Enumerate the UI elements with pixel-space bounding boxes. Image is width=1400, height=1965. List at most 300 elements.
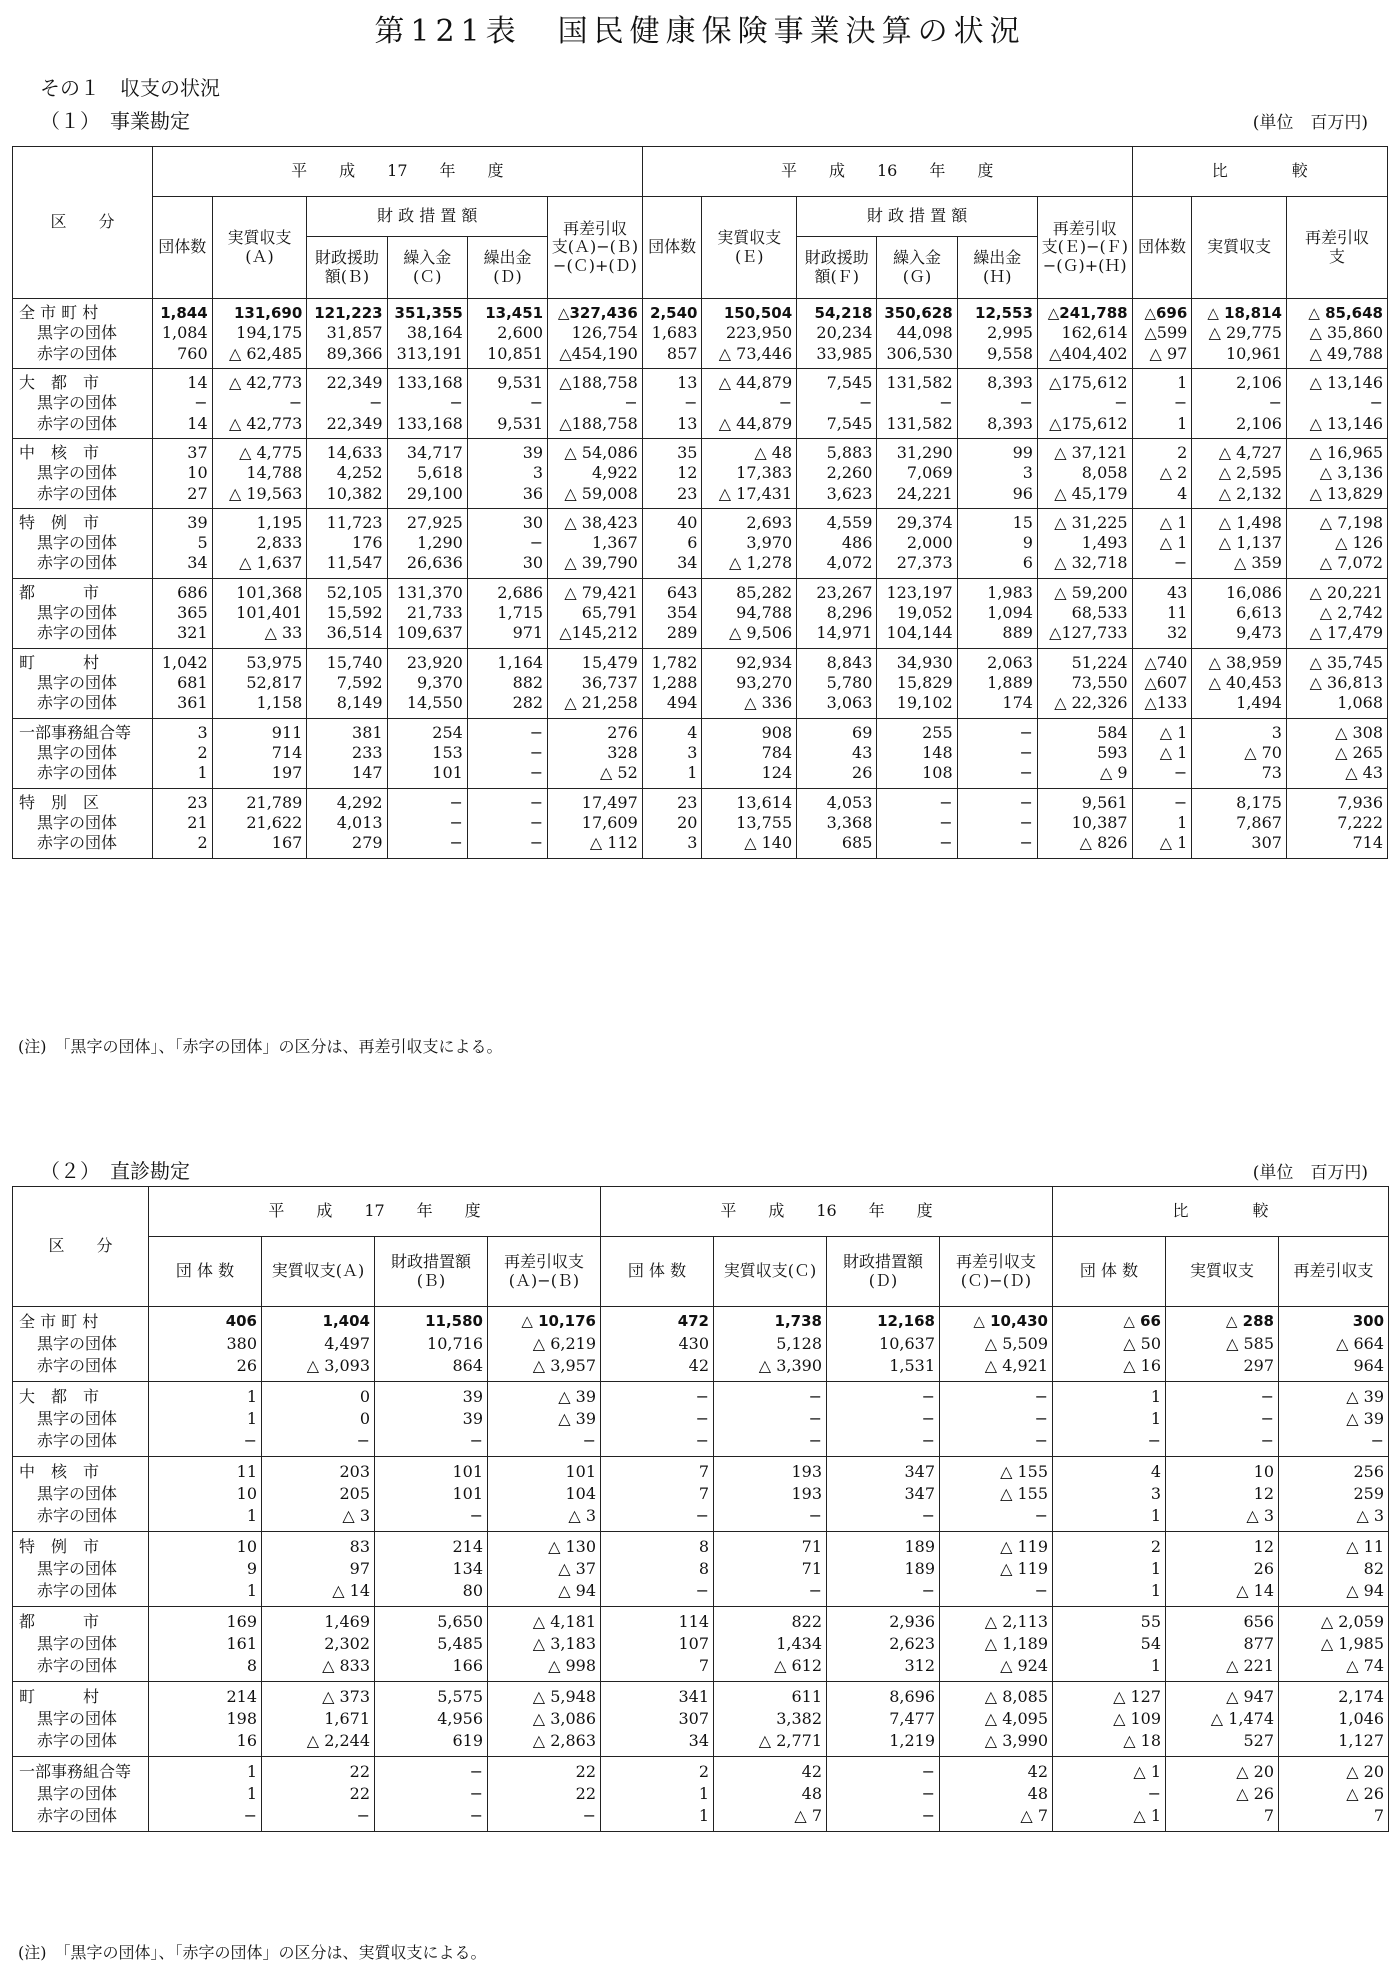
table-cell: 19,102 — [877, 693, 957, 718]
table-cell: △ 59,200 — [1037, 578, 1132, 603]
table-cell: △ 35,860 — [1286, 323, 1387, 343]
table-cell: 1 — [1053, 1580, 1166, 1607]
table-cell: 10,716 — [375, 1333, 488, 1355]
table-cell: 22,349 — [307, 414, 387, 439]
table-cell: 306,530 — [877, 344, 957, 369]
table-cell: △ 32,718 — [1037, 553, 1132, 578]
table-cell: 214 — [149, 1682, 262, 1709]
table-cell: 42 — [940, 1757, 1053, 1784]
table-cell: 167 — [212, 833, 307, 858]
table-cell: 889 — [957, 623, 1037, 648]
table-cell: − — [702, 393, 797, 413]
table-cell: 23 — [642, 788, 702, 813]
table-cell: − — [957, 788, 1037, 813]
table-cell: 4,292 — [307, 788, 387, 813]
table-cell: △ 17,479 — [1286, 623, 1387, 648]
table-cell: 9,558 — [957, 344, 1037, 369]
table-cell: 12,553 — [957, 299, 1037, 324]
table-cell: △ 5,509 — [940, 1333, 1053, 1355]
table-cell: △ 1 — [1132, 743, 1192, 763]
table-cell: 8,393 — [957, 414, 1037, 439]
table-cell: 176 — [307, 533, 387, 553]
table-cell: 1,671 — [262, 1708, 375, 1730]
table-cell: △ 2,742 — [1286, 603, 1387, 623]
table-cell: − — [827, 1505, 940, 1532]
table-row — [13, 368, 1388, 393]
table-row — [13, 299, 1388, 324]
table-cell: 109,637 — [387, 623, 467, 648]
table-row — [13, 393, 1388, 413]
table-row — [13, 344, 1388, 369]
row-label: 特 別 区 — [13, 788, 153, 813]
table-cell: 527 — [1166, 1730, 1279, 1757]
table-cell: 114 — [601, 1607, 714, 1634]
table-cell: △ 1,474 — [1166, 1708, 1279, 1730]
table-cell: 584 — [1037, 718, 1132, 743]
table-cell: − — [877, 788, 957, 813]
table-cell: 2,936 — [827, 1607, 940, 1634]
row-label: 黒字の団体 — [13, 1783, 149, 1805]
table-cell: 126,754 — [548, 323, 643, 343]
table-cell: △ 16 — [1053, 1355, 1166, 1382]
table-row — [13, 1633, 1389, 1655]
table-cell: △ 29,775 — [1192, 323, 1287, 343]
table-cell: 0 — [262, 1382, 375, 1409]
table-cell: 2,106 — [1192, 414, 1287, 439]
table-cell: △ 79,421 — [548, 578, 643, 603]
table-cell: △ 3 — [1279, 1505, 1389, 1532]
table-cell: − — [827, 1783, 940, 1805]
table-cell: △ 38,959 — [1192, 648, 1287, 673]
table-cell: − — [827, 1757, 940, 1784]
table-row — [13, 463, 1388, 483]
table-cell: 4,053 — [797, 788, 877, 813]
row-label: 都 市 — [13, 578, 153, 603]
table-cell: 1 — [1053, 1408, 1166, 1430]
table-cell: △ 3,086 — [488, 1708, 601, 1730]
table-cell: 11,723 — [307, 508, 387, 533]
table-cell: △ 3,990 — [940, 1730, 1053, 1757]
table-cell: 8,696 — [827, 1682, 940, 1709]
table-row — [13, 693, 1388, 718]
table-cell: △454,190 — [548, 344, 643, 369]
business-account-table — [12, 146, 1388, 859]
table-cell: 15,592 — [307, 603, 387, 623]
table-cell: 121,223 — [307, 299, 387, 324]
table-row — [13, 1430, 1389, 1457]
table-cell: 8,393 — [957, 368, 1037, 393]
table-cell: 10,387 — [1037, 813, 1132, 833]
table-cell: 24,221 — [877, 484, 957, 509]
table-cell: △ 3 — [1166, 1505, 1279, 1532]
table-cell: 10,961 — [1192, 344, 1287, 369]
table-cell: 259 — [1279, 1483, 1389, 1505]
table-cell: 864 — [375, 1355, 488, 1382]
table-cell: 31,857 — [307, 323, 387, 343]
table-cell: 21,733 — [387, 603, 467, 623]
table-cell: 85,282 — [702, 578, 797, 603]
table-cell: 1 — [1053, 1382, 1166, 1409]
table-cell: 2 — [601, 1757, 714, 1784]
table-cell: △ 127 — [1053, 1682, 1166, 1709]
row-label: 黒字の団体 — [13, 1633, 149, 1655]
table-cell: − — [467, 813, 547, 833]
table-cell: △ 22,326 — [1037, 693, 1132, 718]
table-cell: △ 924 — [940, 1655, 1053, 1682]
table-cell: △ 11 — [1279, 1532, 1389, 1559]
table-cell: 3 — [1053, 1483, 1166, 1505]
table-cell: 681 — [152, 673, 212, 693]
header-cmp-net: 再差引収 支 — [1286, 197, 1387, 299]
table-cell: △ 1,278 — [702, 553, 797, 578]
table-cell: △ 288 — [1166, 1307, 1279, 1334]
table-cell: 14,550 — [387, 693, 467, 718]
header-actual-e: 実質収支(Ｅ) — [702, 197, 797, 299]
table-cell: 83 — [262, 1532, 375, 1559]
table-cell: 44,098 — [877, 323, 957, 343]
table-row — [13, 553, 1388, 578]
table-row — [13, 763, 1388, 788]
table-cell: △ 19,563 — [212, 484, 307, 509]
table-cell: − — [375, 1783, 488, 1805]
table-cell: 1,288 — [642, 673, 702, 693]
table-cell: − — [877, 813, 957, 833]
table-cell: 2 — [152, 833, 212, 858]
table-row — [13, 718, 1388, 743]
table-cell: △ 833 — [262, 1655, 375, 1682]
row-label: 赤字の団体 — [13, 1730, 149, 1757]
table-cell: △ 20 — [1166, 1757, 1279, 1784]
table-cell: 279 — [307, 833, 387, 858]
table-cell: 22 — [488, 1783, 601, 1805]
table-cell: − — [152, 393, 212, 413]
table-row — [13, 1607, 1389, 1634]
table-cell: 65,791 — [548, 603, 643, 623]
header-y16: 平 成 16 年 度 — [601, 1187, 1053, 1237]
table-cell: △ 52 — [548, 763, 643, 788]
header-actual-c: 実質収支(Ｃ) — [714, 1237, 827, 1307]
table-cell: 11,547 — [307, 553, 387, 578]
table-cell: 2,174 — [1279, 1682, 1389, 1709]
table-cell: 26,636 — [387, 553, 467, 578]
table-cell: 42 — [601, 1355, 714, 1382]
table-cell: 193 — [714, 1483, 827, 1505]
table-row — [13, 623, 1388, 648]
table-cell: 10 — [1166, 1457, 1279, 1484]
table-row — [13, 673, 1388, 693]
table-cell: 26 — [149, 1355, 262, 1382]
table-cell: − — [212, 393, 307, 413]
table-cell: 312 — [827, 1655, 940, 1682]
table-cell: 7,477 — [827, 1708, 940, 1730]
table-cell: 307 — [1192, 833, 1287, 858]
table-cell: 29,100 — [387, 484, 467, 509]
table-cell: 39 — [375, 1382, 488, 1409]
table-cell: − — [714, 1430, 827, 1457]
table-cell: 26 — [797, 763, 877, 788]
header-cmp-count: 団体数 — [1132, 197, 1192, 299]
table-cell: 1,404 — [262, 1307, 375, 1334]
table-cell: △ 14 — [262, 1580, 375, 1607]
row-label: 赤字の団体 — [13, 1430, 149, 1457]
table-cell: △ 17,431 — [702, 484, 797, 509]
table-cell: 430 — [601, 1333, 714, 1355]
table-cell: △ 585 — [1166, 1333, 1279, 1355]
table-cell: 877 — [1166, 1633, 1279, 1655]
table-cell: 7,545 — [797, 368, 877, 393]
row-label: 赤字の団体 — [13, 1580, 149, 1607]
header-net-17: 再差引収 支(Ａ)−(Ｂ)−(Ｃ)+(Ｄ) — [548, 197, 643, 299]
table-cell: 166 — [375, 1655, 488, 1682]
table-cell: 714 — [212, 743, 307, 763]
table-cell: 16 — [149, 1730, 262, 1757]
table-cell: − — [877, 833, 957, 858]
table-cell: 6 — [642, 533, 702, 553]
table-cell: 29,374 — [877, 508, 957, 533]
table-cell: △ 2 — [1132, 463, 1192, 483]
row-label: 赤字の団体 — [13, 623, 153, 648]
table-cell: 4,252 — [307, 463, 387, 483]
table-cell: △ 33 — [212, 623, 307, 648]
table-cell: △ 308 — [1286, 718, 1387, 743]
table-row — [13, 833, 1388, 858]
table-cell: − — [307, 393, 387, 413]
table-cell: 2,623 — [827, 1633, 940, 1655]
table-cell: 619 — [375, 1730, 488, 1757]
table-cell: △ 155 — [940, 1483, 1053, 1505]
table-cell: 494 — [642, 693, 702, 718]
table-cell: 882 — [467, 673, 547, 693]
table-cell: 27,925 — [387, 508, 467, 533]
table-cell: △ 37 — [488, 1558, 601, 1580]
header-actual-a: 実質収支(Ａ) — [262, 1237, 375, 1307]
table-cell: 8 — [601, 1532, 714, 1559]
table-row — [13, 323, 1388, 343]
row-label: 赤字の団体 — [13, 1655, 149, 1682]
table-cell: △ 49,788 — [1286, 344, 1387, 369]
table-cell: 34,717 — [387, 438, 467, 463]
header-actual-a: 実質収支(Ａ) — [212, 197, 307, 299]
table-cell: 289 — [642, 623, 702, 648]
header-cmp-actual: 実質収支 — [1166, 1237, 1279, 1307]
table-cell: △ 2,244 — [262, 1730, 375, 1757]
table-cell: 1 — [149, 1408, 262, 1430]
table-cell: △ 40,453 — [1192, 673, 1287, 693]
table-cell: 3,970 — [702, 533, 797, 553]
table-cell: △241,788 — [1037, 299, 1132, 324]
table-cell: 33,985 — [797, 344, 877, 369]
table-cell: △ 39 — [1279, 1408, 1389, 1430]
table-cell: 9 — [957, 533, 1037, 553]
table-cell: 10,637 — [827, 1333, 940, 1355]
table-cell: 1 — [1053, 1558, 1166, 1580]
table-row — [13, 1483, 1389, 1505]
table-cell: 7,867 — [1192, 813, 1287, 833]
table-cell: 93,270 — [702, 673, 797, 693]
header-aid-f: 財政援助額(Ｆ) — [797, 237, 877, 299]
table-cell: 21 — [152, 813, 212, 833]
table-cell: 347 — [827, 1483, 940, 1505]
table-cell: 23 — [642, 484, 702, 509]
table-cell: △ 97 — [1132, 344, 1192, 369]
table-cell: 15,740 — [307, 648, 387, 673]
table-cell: 10 — [152, 463, 212, 483]
table-cell: − — [957, 833, 1037, 858]
table-cell: − — [149, 1430, 262, 1457]
table-cell: 10,851 — [467, 344, 547, 369]
table-cell: − — [467, 743, 547, 763]
table-cell: △ 44,879 — [702, 414, 797, 439]
table-cell: 15,479 — [548, 648, 643, 673]
table-row — [13, 1580, 1389, 1607]
table-cell: − — [488, 1430, 601, 1457]
table-cell: △145,212 — [548, 623, 643, 648]
table-cell: 12 — [1166, 1483, 1279, 1505]
table-cell: 21,789 — [212, 788, 307, 813]
table-cell: 1,683 — [642, 323, 702, 343]
table-cell: 1,738 — [714, 1307, 827, 1334]
table-cell: 5,575 — [375, 1682, 488, 1709]
table-cell: △ 26 — [1279, 1783, 1389, 1805]
table-cell: 13,614 — [702, 788, 797, 813]
table-cell: − — [548, 393, 643, 413]
table-cell: 39 — [152, 508, 212, 533]
table-cell: 71 — [714, 1532, 827, 1559]
table-cell: △ 21,258 — [548, 693, 643, 718]
table-cell: 8,296 — [797, 603, 877, 623]
table-cell: △ 3,390 — [714, 1355, 827, 1382]
table-cell: △404,402 — [1037, 344, 1132, 369]
subtitle: その１ 収支の状況 — [40, 76, 220, 100]
table-cell: 134 — [375, 1558, 488, 1580]
table-cell: 3,623 — [797, 484, 877, 509]
table-cell: 161 — [149, 1633, 262, 1655]
table-cell: 5 — [152, 533, 212, 553]
table-cell: 6 — [957, 553, 1037, 578]
table-cell: △ 3 — [262, 1505, 375, 1532]
table-cell: △ 44,879 — [702, 368, 797, 393]
table-row — [13, 1408, 1389, 1430]
header-compare: 比 較 — [1053, 1187, 1389, 1237]
table-cell: 42 — [714, 1757, 827, 1784]
table-cell: 12 — [1166, 1532, 1279, 1559]
row-label: 赤字の団体 — [13, 344, 153, 369]
table-cell: 4,072 — [797, 553, 877, 578]
table-cell: △ 1,985 — [1279, 1633, 1389, 1655]
header-fiscal-16: 財 政 措 置 額 — [797, 197, 1038, 237]
table-cell: △ 130 — [488, 1532, 601, 1559]
table-cell: 36 — [467, 484, 547, 509]
table-cell: △ 54,086 — [548, 438, 643, 463]
table-cell: 1,195 — [212, 508, 307, 533]
table-cell: 101 — [375, 1483, 488, 1505]
table-cell: 347 — [827, 1457, 940, 1484]
header-fiscal-17: 財 政 措 置 額 — [307, 197, 548, 237]
table-cell: 1,494 — [1192, 693, 1287, 718]
table-cell: 3 — [1192, 718, 1287, 743]
table-cell: 150,504 — [702, 299, 797, 324]
table-cell: − — [375, 1757, 488, 1784]
table-cell: 354 — [642, 603, 702, 623]
header-net-17: 再差引収支(Ａ)−(Ｂ) — [488, 1237, 601, 1307]
table-row — [13, 1382, 1389, 1409]
row-label: 黒字の団体 — [13, 1558, 149, 1580]
table-cell: △ 45,179 — [1037, 484, 1132, 509]
table-cell: 2,686 — [467, 578, 547, 603]
table-cell: 1,164 — [467, 648, 547, 673]
table-cell: △ 9 — [1037, 763, 1132, 788]
table-cell: 36,737 — [548, 673, 643, 693]
table-cell: − — [1166, 1382, 1279, 1409]
table-cell: 104,144 — [877, 623, 957, 648]
table-cell: △ 94 — [1279, 1580, 1389, 1607]
table-cell: 5,618 — [387, 463, 467, 483]
table-cell: △ 13,146 — [1286, 414, 1387, 439]
row-label: 中 核 市 — [13, 438, 153, 463]
table-cell: △ 50 — [1053, 1333, 1166, 1355]
table-cell: 80 — [375, 1580, 488, 1607]
table-cell: △ 70 — [1192, 743, 1287, 763]
table-row — [13, 1708, 1389, 1730]
table-cell: 6,613 — [1192, 603, 1287, 623]
table-row — [13, 813, 1388, 833]
row-label: 赤字の団体 — [13, 414, 153, 439]
table-cell: △ 74 — [1279, 1655, 1389, 1682]
table-cell: 39 — [375, 1408, 488, 1430]
table-row — [13, 1655, 1389, 1682]
table-cell: 214 — [375, 1532, 488, 1559]
table-cell: 97 — [262, 1558, 375, 1580]
table-cell: △ 18 — [1053, 1730, 1166, 1757]
table-row — [13, 1355, 1389, 1382]
table-cell: 10 — [149, 1532, 262, 1559]
table-cell: 1 — [149, 1505, 262, 1532]
table-cell: 147 — [307, 763, 387, 788]
table-cell: △ 85,648 — [1286, 299, 1387, 324]
table-cell: 2,000 — [877, 533, 957, 553]
table-cell: 1,434 — [714, 1633, 827, 1655]
table-cell: 7 — [601, 1483, 714, 1505]
table-cell: △ 7,198 — [1286, 508, 1387, 533]
table-cell: − — [940, 1382, 1053, 1409]
table-cell: 94,788 — [702, 603, 797, 623]
table-cell: 857 — [642, 344, 702, 369]
table-cell: △ 1 — [1053, 1805, 1166, 1832]
table-cell: △ 16,965 — [1286, 438, 1387, 463]
table-cell: 1,219 — [827, 1730, 940, 1757]
row-label: 黒字の団体 — [13, 1333, 149, 1355]
header-cmp-actual: 実質収支 — [1192, 197, 1287, 299]
header-count-17: 団体数 — [152, 197, 212, 299]
table-row — [13, 1558, 1389, 1580]
table-cell: 14,788 — [212, 463, 307, 483]
table-cell: △ 39 — [488, 1382, 601, 1409]
table-cell: 22,349 — [307, 368, 387, 393]
table-cell: △ 42,773 — [212, 368, 307, 393]
table-cell: 1,469 — [262, 1607, 375, 1634]
table-cell: 908 — [702, 718, 797, 743]
table-cell: △740 — [1132, 648, 1192, 673]
table-cell: △ 998 — [488, 1655, 601, 1682]
table-cell: 101 — [387, 763, 467, 788]
table-cell: 82 — [1279, 1558, 1389, 1580]
table-cell: 31,290 — [877, 438, 957, 463]
table-cell: 971 — [467, 623, 547, 648]
table-cell: 1,367 — [548, 533, 643, 553]
table-cell: 964 — [1279, 1355, 1389, 1382]
table-cell: △ 3,093 — [262, 1355, 375, 1382]
table-cell: 107 — [601, 1633, 714, 1655]
